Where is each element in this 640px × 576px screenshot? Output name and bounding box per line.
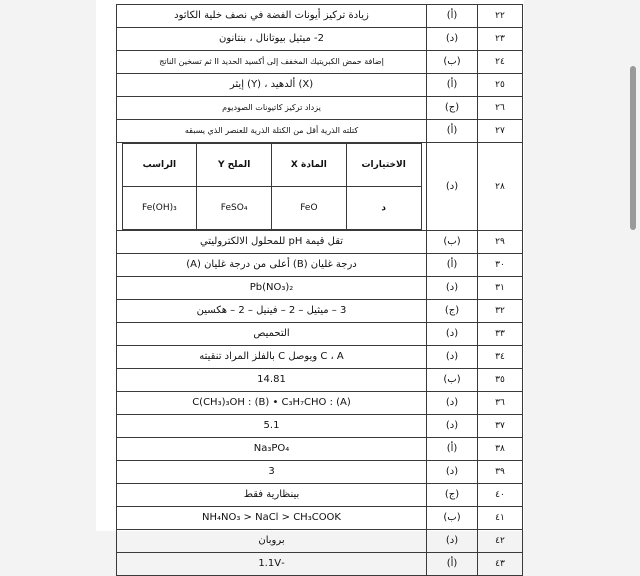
answer-choice: (ج) [427,300,478,323]
question-number: ٣٨ [478,438,523,461]
answer-choice: (أ) [427,438,478,461]
table-row [117,120,523,143]
answer-choice: (د) [427,277,478,300]
answer-choice: (د) [427,530,478,553]
table-row [117,5,523,28]
answer-choice: (أ) [427,5,478,28]
table-row [117,369,523,392]
answer-text: كتلته الذرية أقل من الكتلة الذرية للعنصر الذي يسبقه [117,120,427,143]
answer-choice: (ب) [427,369,478,392]
answer-text: 2- ميثيل بيوتانال ، بنتانون [117,28,427,51]
question-number: ٢٦ [478,97,523,120]
question-number: ٣٥ [478,369,523,392]
question-number: ٣٠ [478,254,523,277]
answer-text: C ، A ويوصل C بالفلز المراد تنقيته [117,346,427,369]
answer-text: 3 [117,461,427,484]
table-row [117,415,523,438]
answer-key-table [116,4,523,576]
question-number: ٢٤ [478,51,523,74]
question-number: ٣٤ [478,346,523,369]
table-row [117,277,523,300]
answer-choice: (د) [427,323,478,346]
vertical-scrollbar[interactable] [630,66,636,230]
answer-choice: (د) [427,392,478,415]
subtable-cell: د [346,187,421,230]
question-number: ٢٥ [478,74,523,97]
table-row [117,392,523,415]
answer-text: إضافة حمض الكبريتيك المخفف إلى أكسيد الحديد II ثم تسخين الناتج [117,51,427,74]
table-row [117,143,523,231]
answer-choice: (د) [427,143,478,231]
answer-choice: (أ) [427,74,478,97]
answer-choice: (د) [427,415,478,438]
answer-text: بروبان [117,530,427,553]
answer-text: Na₃PO₄ [117,438,427,461]
answer-choice: (ج) [427,484,478,507]
answer-choice: (د) [427,28,478,51]
table-row [117,438,523,461]
question-number: ٤٣ [478,553,523,576]
subtable-cell: Fe(OH)₃ [122,187,197,230]
answer-text: يزداد تركيز كاتيونات الصوديوم [117,97,427,120]
subtable-header: الملح Y [197,144,272,187]
table-row [117,74,523,97]
subtable-header: المادة X [272,144,347,187]
answer-text: تقل قيمة pH للمحلول الالكتروليتي [117,231,427,254]
answer-choice: (ج) [427,97,478,120]
answer-text: C(CH₃)₃OH : (B) • C₃H₇CHO : (A) [117,392,427,415]
answer-text: 3 – ميثيل – 2 – فينيل – 2 – هكسين [117,300,427,323]
subtable-header: الاختيارات [346,144,421,187]
table-row [117,553,523,576]
question-number: ٢٩ [478,231,523,254]
subtable-header: الراسب [122,144,197,187]
answer-text: NH₄NO₃ > NaCl > CH₃COOK [117,507,427,530]
question-number: ٣٩ [478,461,523,484]
answer-choice: (د) [427,461,478,484]
answer-text: درجة غليان (B) أعلى من درجة غليان (A) [117,254,427,277]
question-number: ٣١ [478,277,523,300]
options-subtable [122,143,422,230]
answer-text: 5.1 [117,415,427,438]
question-number: ٤٠ [478,484,523,507]
answer-text: بينظارية فقط [117,484,427,507]
answer-cell [117,143,427,231]
table-row [117,300,523,323]
table-row [117,507,523,530]
question-number: ٣٦ [478,392,523,415]
question-number: ٣٣ [478,323,523,346]
question-number: ٢٧ [478,120,523,143]
table-row [117,484,523,507]
answer-choice: (د) [427,346,478,369]
subtable-cell: FeSO₄ [197,187,272,230]
answer-text: -1.1V [117,553,427,576]
table-row [117,461,523,484]
answer-text: التحميص [117,323,427,346]
table-row [117,323,523,346]
table-row [117,346,523,369]
question-number: ٤١ [478,507,523,530]
answer-choice: (ب) [427,231,478,254]
table-row [117,231,523,254]
answer-text: زيادة تركيز أيونات الفضة في نصف خلية الكاثود [117,5,427,28]
question-number: ٢٨ [478,143,523,231]
answer-choice: (ب) [427,51,478,74]
table-row [117,254,523,277]
subtable-cell: FeO [272,187,347,230]
question-number: ٤٢ [478,530,523,553]
answer-choice: (أ) [427,553,478,576]
question-number: ٣٧ [478,415,523,438]
answer-text: 14.81 [117,369,427,392]
table-row [117,28,523,51]
answer-choice: (أ) [427,120,478,143]
answer-text: (X) ألدهيد ، (Y) إيثر [117,74,427,97]
question-number: ٢٣ [478,28,523,51]
table-row [117,530,523,553]
answer-text: Pb(NO₃)₂ [117,277,427,300]
question-number: ٣٢ [478,300,523,323]
answer-choice: (ب) [427,507,478,530]
table-row [117,97,523,120]
answer-choice: (أ) [427,254,478,277]
table-row [117,51,523,74]
question-number: ٢٢ [478,5,523,28]
